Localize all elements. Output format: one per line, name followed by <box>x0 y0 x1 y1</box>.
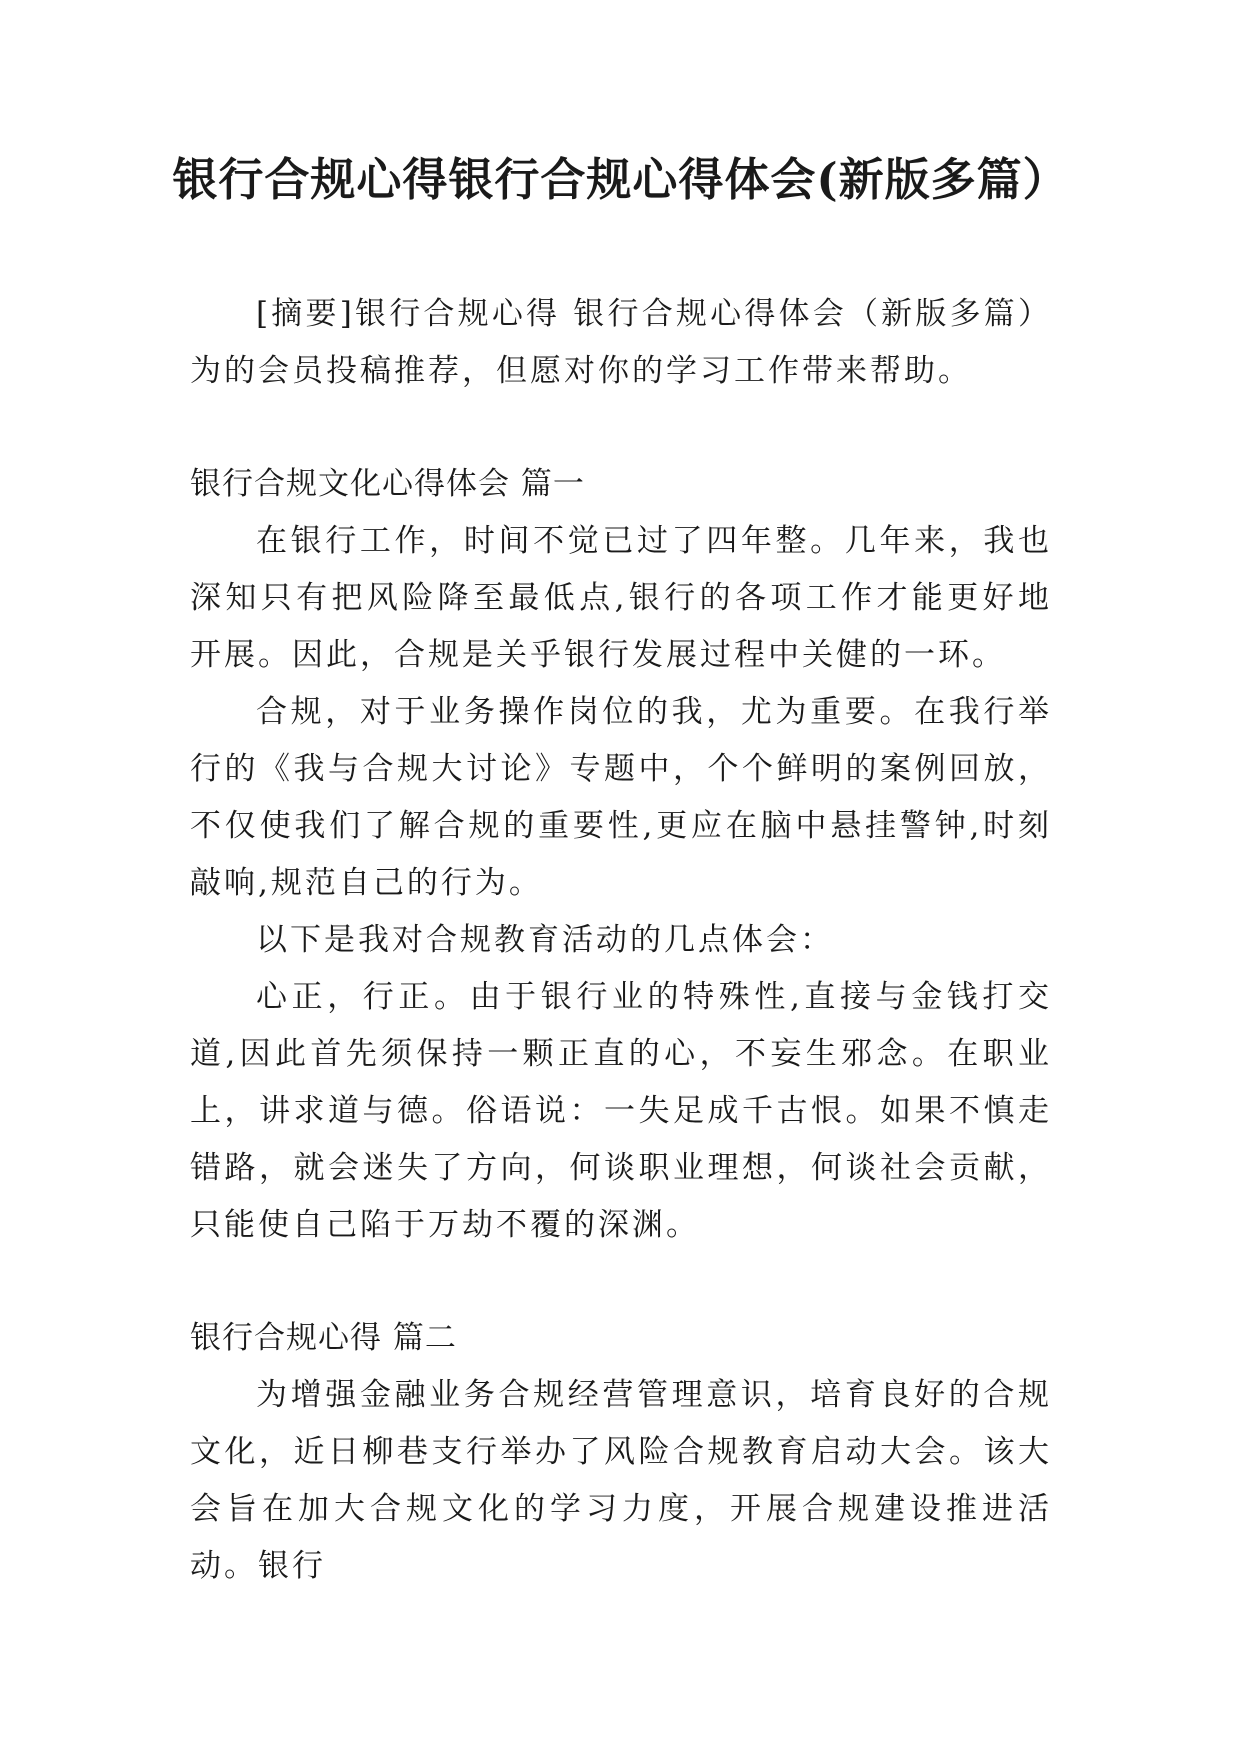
document-body <box>190 286 1052 1595</box>
abstract-paragraph: [摘要]银行合规心得 银行合规心得体会（新版多篇）为的会员投稿推荐，但愿对你的学习工作带来帮助。 <box>190 296 1052 389</box>
section-1-paragraph-3: 以下是我对合规教育活动的几点体会： <box>256 922 834 958</box>
section-1-paragraph-4: 心正，行正。由于银行业的特殊性,直接与金钱打交道,因此首先须保持一颗正直的心，不妄生邪念。在职业上，讲求道与德。俗语说：一失足成千古恨。如果不慎走错路，就会迷失了方向，何谈职业理想，何谈社会贡献，只能使自己陷于万劫不覆的深渊。 <box>190 979 1052 1243</box>
section-heading-1: 银行合规文化心得体会 篇一 <box>190 466 585 502</box>
section-1-paragraph-1: 在银行工作，时间不觉已过了四年整。几年来，我也深知只有把风险降至最低点,银行的各项工作才能更好地开展。因此，合规是关乎银行发展过程中关健的一环。 <box>190 523 1052 673</box>
section-2-paragraph-1: 为增强金融业务合规经营管理意识，培育良好的合规文化，近日柳巷支行举办了风险合规教育启动大会。该大会旨在加大合规文化的学习力度，开展合规建设推进活动。银行 <box>190 1377 1052 1584</box>
section-heading-2: 银行合规心得 篇二 <box>190 1320 457 1356</box>
section-1-paragraph-2: 合规，对于业务操作岗位的我，尤为重要。在我行举行的《我与合规大讨论》专题中，个个鲜明的案例回放，不仅使我们了解合规的重要性,更应在脑中悬挂警钟,时刻敲响,规范自己的行为。 <box>190 694 1052 901</box>
document-title: 银行合规心得银行合规心得体会(新版多篇） <box>172 153 1069 206</box>
